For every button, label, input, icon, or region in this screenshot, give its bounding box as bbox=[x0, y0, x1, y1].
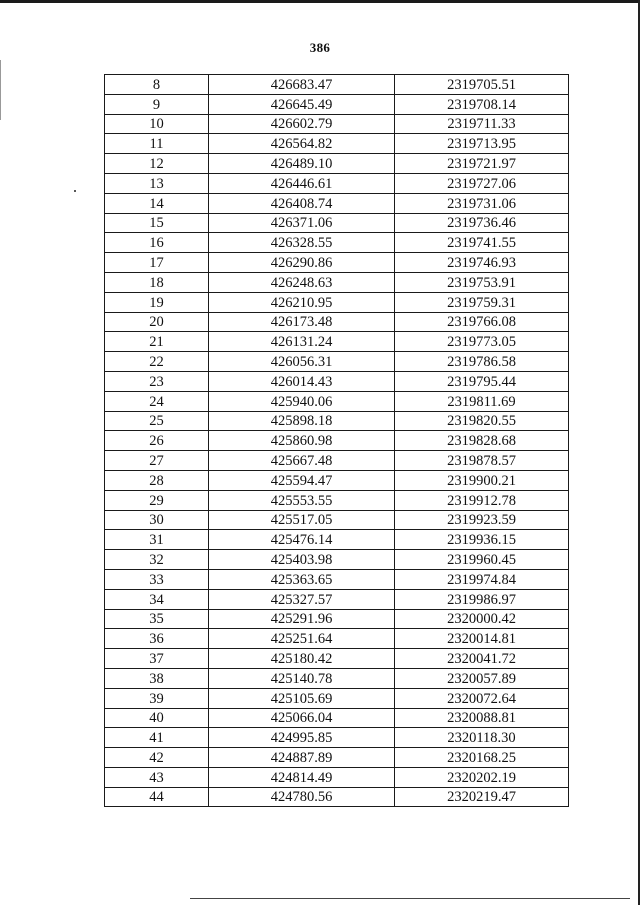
x-coordinate-cell: 426683.47 bbox=[209, 75, 395, 95]
x-coordinate-cell: 426248.63 bbox=[209, 272, 395, 292]
table-row bbox=[105, 114, 569, 134]
point-number-cell: 8 bbox=[105, 75, 209, 95]
table-row bbox=[105, 530, 569, 550]
x-coordinate-cell: 426371.06 bbox=[209, 213, 395, 233]
y-coordinate-cell: 2319960.45 bbox=[395, 550, 569, 570]
table-row bbox=[105, 272, 569, 292]
table-row bbox=[105, 490, 569, 510]
y-coordinate-cell: 2319708.14 bbox=[395, 94, 569, 114]
table-row bbox=[105, 233, 569, 253]
x-coordinate-cell: 425594.47 bbox=[209, 470, 395, 490]
table-row bbox=[105, 332, 569, 352]
table-row bbox=[105, 767, 569, 787]
y-coordinate-cell: 2319705.51 bbox=[395, 75, 569, 95]
y-coordinate-cell: 2320057.89 bbox=[395, 668, 569, 688]
y-coordinate-cell: 2319753.91 bbox=[395, 272, 569, 292]
point-number-cell: 18 bbox=[105, 272, 209, 292]
x-coordinate-cell: 426446.61 bbox=[209, 173, 395, 193]
point-number-cell: 41 bbox=[105, 728, 209, 748]
table-row bbox=[105, 431, 569, 451]
y-coordinate-cell: 2320041.72 bbox=[395, 649, 569, 669]
y-coordinate-cell: 2319820.55 bbox=[395, 411, 569, 431]
table-row bbox=[105, 173, 569, 193]
x-coordinate-cell: 424887.89 bbox=[209, 748, 395, 768]
point-number-cell: 15 bbox=[105, 213, 209, 233]
y-coordinate-cell: 2319759.31 bbox=[395, 292, 569, 312]
x-coordinate-cell: 426645.49 bbox=[209, 94, 395, 114]
point-number-cell: 30 bbox=[105, 510, 209, 530]
point-number-cell: 31 bbox=[105, 530, 209, 550]
x-coordinate-cell: 426210.95 bbox=[209, 292, 395, 312]
x-coordinate-cell: 425898.18 bbox=[209, 411, 395, 431]
point-number-cell: 39 bbox=[105, 688, 209, 708]
point-number-cell: 43 bbox=[105, 767, 209, 787]
point-number-cell: 10 bbox=[105, 114, 209, 134]
y-coordinate-cell: 2319731.06 bbox=[395, 193, 569, 213]
x-coordinate-cell: 425553.55 bbox=[209, 490, 395, 510]
table-row bbox=[105, 451, 569, 471]
x-coordinate-cell: 426328.55 bbox=[209, 233, 395, 253]
table-row bbox=[105, 94, 569, 114]
scan-edge-top bbox=[0, 0, 640, 3]
table-row bbox=[105, 668, 569, 688]
table-row bbox=[105, 292, 569, 312]
x-coordinate-cell: 426290.86 bbox=[209, 253, 395, 273]
table-row bbox=[105, 510, 569, 530]
table-row bbox=[105, 253, 569, 273]
x-coordinate-cell: 424780.56 bbox=[209, 787, 395, 807]
x-coordinate-cell: 425860.98 bbox=[209, 431, 395, 451]
x-coordinate-cell: 425517.05 bbox=[209, 510, 395, 530]
x-coordinate-cell: 425251.64 bbox=[209, 629, 395, 649]
table-row bbox=[105, 609, 569, 629]
y-coordinate-cell: 2319912.78 bbox=[395, 490, 569, 510]
y-coordinate-cell: 2320202.19 bbox=[395, 767, 569, 787]
x-coordinate-cell: 425180.42 bbox=[209, 649, 395, 669]
x-coordinate-cell: 424814.49 bbox=[209, 767, 395, 787]
x-coordinate-cell: 426173.48 bbox=[209, 312, 395, 332]
scan-edge-left-mark bbox=[0, 60, 1, 120]
point-number-cell: 32 bbox=[105, 550, 209, 570]
point-number-cell: 28 bbox=[105, 470, 209, 490]
point-number-cell: 34 bbox=[105, 589, 209, 609]
table-row bbox=[105, 312, 569, 332]
point-number-cell: 36 bbox=[105, 629, 209, 649]
x-coordinate-cell: 425105.69 bbox=[209, 688, 395, 708]
y-coordinate-cell: 2319811.69 bbox=[395, 391, 569, 411]
y-coordinate-cell: 2319713.95 bbox=[395, 134, 569, 154]
table-row bbox=[105, 708, 569, 728]
x-coordinate-cell: 425363.65 bbox=[209, 569, 395, 589]
y-coordinate-cell: 2319974.84 bbox=[395, 569, 569, 589]
x-coordinate-cell: 425667.48 bbox=[209, 451, 395, 471]
table-row bbox=[105, 748, 569, 768]
y-coordinate-cell: 2319878.57 bbox=[395, 451, 569, 471]
table-row bbox=[105, 470, 569, 490]
y-coordinate-cell: 2319773.05 bbox=[395, 332, 569, 352]
y-coordinate-cell: 2319746.93 bbox=[395, 253, 569, 273]
point-number-cell: 13 bbox=[105, 173, 209, 193]
point-number-cell: 38 bbox=[105, 668, 209, 688]
x-coordinate-cell: 426056.31 bbox=[209, 352, 395, 372]
table-row bbox=[105, 728, 569, 748]
y-coordinate-cell: 2319727.06 bbox=[395, 173, 569, 193]
point-number-cell: 33 bbox=[105, 569, 209, 589]
table-row bbox=[105, 213, 569, 233]
x-coordinate-cell: 426564.82 bbox=[209, 134, 395, 154]
x-coordinate-cell: 425327.57 bbox=[209, 589, 395, 609]
x-coordinate-cell: 425940.06 bbox=[209, 391, 395, 411]
y-coordinate-cell: 2319795.44 bbox=[395, 371, 569, 391]
point-number-cell: 19 bbox=[105, 292, 209, 312]
coordinates-table-body bbox=[105, 75, 569, 807]
y-coordinate-cell: 2320014.81 bbox=[395, 629, 569, 649]
point-number-cell: 29 bbox=[105, 490, 209, 510]
table-row bbox=[105, 154, 569, 174]
table-row bbox=[105, 629, 569, 649]
point-number-cell: 24 bbox=[105, 391, 209, 411]
table-row bbox=[105, 411, 569, 431]
point-number-cell: 22 bbox=[105, 352, 209, 372]
scan-edge-bottom bbox=[190, 898, 630, 899]
point-number-cell: 42 bbox=[105, 748, 209, 768]
table-row bbox=[105, 589, 569, 609]
x-coordinate-cell: 425403.98 bbox=[209, 550, 395, 570]
x-coordinate-cell: 426014.43 bbox=[209, 371, 395, 391]
point-number-cell: 11 bbox=[105, 134, 209, 154]
y-coordinate-cell: 2319736.46 bbox=[395, 213, 569, 233]
x-coordinate-cell: 426408.74 bbox=[209, 193, 395, 213]
y-coordinate-cell: 2319766.08 bbox=[395, 312, 569, 332]
table-row bbox=[105, 787, 569, 807]
x-coordinate-cell: 426489.10 bbox=[209, 154, 395, 174]
point-number-cell: 25 bbox=[105, 411, 209, 431]
x-coordinate-cell: 425066.04 bbox=[209, 708, 395, 728]
y-coordinate-cell: 2319786.58 bbox=[395, 352, 569, 372]
point-number-cell: 37 bbox=[105, 649, 209, 669]
y-coordinate-cell: 2319936.15 bbox=[395, 530, 569, 550]
point-number-cell: 26 bbox=[105, 431, 209, 451]
table-row bbox=[105, 649, 569, 669]
table-row bbox=[105, 391, 569, 411]
y-coordinate-cell: 2319721.97 bbox=[395, 154, 569, 174]
coordinates-table bbox=[104, 74, 569, 807]
y-coordinate-cell: 2319986.97 bbox=[395, 589, 569, 609]
point-number-cell: 27 bbox=[105, 451, 209, 471]
table-row bbox=[105, 134, 569, 154]
x-coordinate-cell: 426602.79 bbox=[209, 114, 395, 134]
point-number-cell: 21 bbox=[105, 332, 209, 352]
point-number-cell: 14 bbox=[105, 193, 209, 213]
point-number-cell: 9 bbox=[105, 94, 209, 114]
y-coordinate-cell: 2320219.47 bbox=[395, 787, 569, 807]
table-row bbox=[105, 193, 569, 213]
y-coordinate-cell: 2319900.21 bbox=[395, 470, 569, 490]
point-number-cell: 23 bbox=[105, 371, 209, 391]
table-row bbox=[105, 371, 569, 391]
coordinates-table-wrapper bbox=[104, 74, 569, 807]
scan-speck bbox=[74, 190, 76, 192]
x-coordinate-cell: 424995.85 bbox=[209, 728, 395, 748]
x-coordinate-cell: 426131.24 bbox=[209, 332, 395, 352]
y-coordinate-cell: 2320072.64 bbox=[395, 688, 569, 708]
point-number-cell: 16 bbox=[105, 233, 209, 253]
point-number-cell: 35 bbox=[105, 609, 209, 629]
y-coordinate-cell: 2320118.30 bbox=[395, 728, 569, 748]
y-coordinate-cell: 2319711.33 bbox=[395, 114, 569, 134]
point-number-cell: 44 bbox=[105, 787, 209, 807]
y-coordinate-cell: 2320088.81 bbox=[395, 708, 569, 728]
x-coordinate-cell: 425140.78 bbox=[209, 668, 395, 688]
y-coordinate-cell: 2319923.59 bbox=[395, 510, 569, 530]
y-coordinate-cell: 2319828.68 bbox=[395, 431, 569, 451]
x-coordinate-cell: 425476.14 bbox=[209, 530, 395, 550]
table-row bbox=[105, 550, 569, 570]
y-coordinate-cell: 2320000.42 bbox=[395, 609, 569, 629]
x-coordinate-cell: 425291.96 bbox=[209, 609, 395, 629]
point-number-cell: 12 bbox=[105, 154, 209, 174]
table-row bbox=[105, 352, 569, 372]
table-row bbox=[105, 688, 569, 708]
table-row bbox=[105, 569, 569, 589]
y-coordinate-cell: 2320168.25 bbox=[395, 748, 569, 768]
y-coordinate-cell: 2319741.55 bbox=[395, 233, 569, 253]
point-number-cell: 40 bbox=[105, 708, 209, 728]
table-row bbox=[105, 75, 569, 95]
page-number: 386 bbox=[309, 40, 331, 55]
point-number-cell: 20 bbox=[105, 312, 209, 332]
point-number-cell: 17 bbox=[105, 253, 209, 273]
